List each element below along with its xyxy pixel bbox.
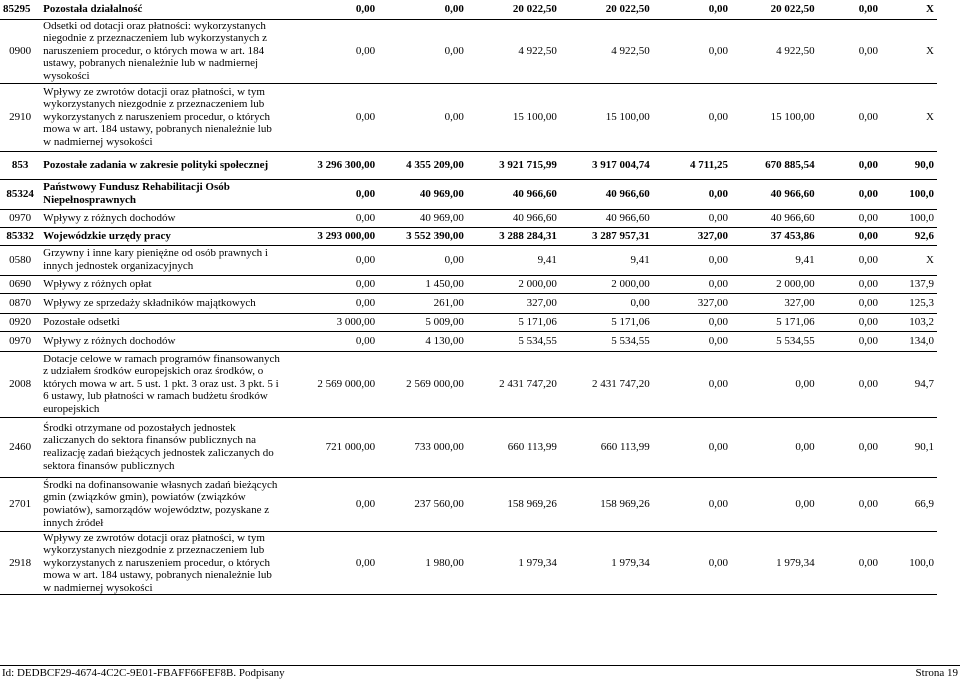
table-row <box>0 331 937 351</box>
classification-code: 85324 <box>0 179 40 209</box>
amount-cell: 237 560,00 <box>378 477 467 531</box>
amount-cell: 327,00 <box>731 293 818 313</box>
amount-cell: 4 922,50 <box>731 19 818 83</box>
table-row <box>0 245 937 275</box>
classification-code: 0920 <box>0 313 40 331</box>
table-row <box>0 209 937 227</box>
amount-cell: 327,00 <box>653 227 731 245</box>
amount-cell: 0,00 <box>731 417 818 477</box>
table-row <box>0 179 937 209</box>
classification-code: 0900 <box>0 19 40 83</box>
classification-code: 0970 <box>0 209 40 227</box>
amount-cell: 0,00 <box>653 417 731 477</box>
amount-cell: 137,9 <box>881 275 937 293</box>
amount-cell: 0,00 <box>653 313 731 331</box>
table-row <box>0 351 937 417</box>
amount-cell: 0,00 <box>378 245 467 275</box>
amount-cell: 0,00 <box>653 275 731 293</box>
classification-code: 0870 <box>0 293 40 313</box>
table-row <box>0 477 937 531</box>
amount-cell: 158 969,26 <box>560 477 653 531</box>
amount-cell: 0,00 <box>653 331 731 351</box>
row-description: Odsetki od dotacji oraz płatności: wykorzystanych niegodnie z przeznaczeniem lub wykorzystanych z naruszeniem procedur, o których mowa w art. 184 ustawy, pobranych nienależnie lub w nadmiernej wysokości <box>40 19 285 83</box>
amount-cell: 40 966,60 <box>731 179 818 209</box>
amount-cell: 94,7 <box>881 351 937 417</box>
amount-cell: 5 009,00 <box>378 313 467 331</box>
amount-cell: 0,00 <box>818 245 881 275</box>
amount-cell: 670 885,54 <box>731 151 818 179</box>
amount-cell: 40 966,60 <box>467 179 560 209</box>
row-description: Wpływy z różnych dochodów <box>40 209 285 227</box>
amount-cell: 100,0 <box>881 209 937 227</box>
amount-cell: 9,41 <box>731 245 818 275</box>
amount-cell: 4 922,50 <box>467 19 560 83</box>
amount-cell: 100,0 <box>881 531 937 595</box>
row-description: Pozostała działalność <box>40 0 285 19</box>
page-number: Strona 19 <box>915 667 958 679</box>
amount-cell: 1 980,00 <box>378 531 467 595</box>
amount-cell: X <box>881 0 937 19</box>
amount-cell: 9,41 <box>467 245 560 275</box>
amount-cell: 2 000,00 <box>560 275 653 293</box>
amount-cell: 0,00 <box>285 83 378 151</box>
amount-cell: 66,9 <box>881 477 937 531</box>
amount-cell: 125,3 <box>881 293 937 313</box>
amount-cell: 4 355 209,00 <box>378 151 467 179</box>
amount-cell: 40 969,00 <box>378 209 467 227</box>
amount-cell: 0,00 <box>818 227 881 245</box>
row-description: Wpływy ze sprzedaży składników majątkowych <box>40 293 285 313</box>
table-row <box>0 275 937 293</box>
amount-cell: 2 569 000,00 <box>285 351 378 417</box>
amount-cell: 15 100,00 <box>731 83 818 151</box>
amount-cell: 660 113,99 <box>560 417 653 477</box>
amount-cell: 5 171,06 <box>731 313 818 331</box>
amount-cell: 0,00 <box>818 151 881 179</box>
amount-cell: X <box>881 19 937 83</box>
amount-cell: 0,00 <box>818 293 881 313</box>
amount-cell: 0,00 <box>285 0 378 19</box>
table-row <box>0 227 937 245</box>
amount-cell: 0,00 <box>285 19 378 83</box>
amount-cell: 100,0 <box>881 179 937 209</box>
amount-cell: 3 293 000,00 <box>285 227 378 245</box>
amount-cell: 327,00 <box>653 293 731 313</box>
amount-cell: 0,00 <box>818 417 881 477</box>
amount-cell: 3 000,00 <box>285 313 378 331</box>
amount-cell: 0,00 <box>285 331 378 351</box>
amount-cell: 3 296 300,00 <box>285 151 378 179</box>
classification-code: 0970 <box>0 331 40 351</box>
amount-cell: 90,1 <box>881 417 937 477</box>
row-description: Wpływy z różnych opłat <box>40 275 285 293</box>
amount-cell: 0,00 <box>653 83 731 151</box>
amount-cell: 40 966,60 <box>467 209 560 227</box>
amount-cell: 0,00 <box>818 179 881 209</box>
classification-code: 2701 <box>0 477 40 531</box>
row-description: Państwowy Fundusz Rehabilitacji Osób Niepełnosprawnych <box>40 179 285 209</box>
amount-cell: 2 000,00 <box>731 275 818 293</box>
amount-cell: 0,00 <box>653 477 731 531</box>
amount-cell: X <box>881 83 937 151</box>
classification-code: 2910 <box>0 83 40 151</box>
row-description: Środki otrzymane od pozostałych jednostek zaliczanych do sektora finansów publicznych na realizację zadań bieżących jednostek zaliczanych do sektora finansów publicznych <box>40 417 285 477</box>
amount-cell: 660 113,99 <box>467 417 560 477</box>
amount-cell: 733 000,00 <box>378 417 467 477</box>
amount-cell: 92,6 <box>881 227 937 245</box>
amount-cell: 0,00 <box>378 19 467 83</box>
amount-cell: 20 022,50 <box>560 0 653 19</box>
amount-cell: 37 453,86 <box>731 227 818 245</box>
amount-cell: 0,00 <box>285 209 378 227</box>
table-row <box>0 0 937 19</box>
table-row <box>0 19 937 83</box>
amount-cell: 20 022,50 <box>467 0 560 19</box>
amount-cell: 0,00 <box>653 0 731 19</box>
amount-cell: 5 534,55 <box>560 331 653 351</box>
amount-cell: 134,0 <box>881 331 937 351</box>
amount-cell: 5 171,06 <box>467 313 560 331</box>
amount-cell: 0,00 <box>818 209 881 227</box>
row-description: Pozostałe odsetki <box>40 313 285 331</box>
classification-code: 0580 <box>0 245 40 275</box>
row-description: Środki na dofinansowanie własnych zadań bieżących gmin (związków gmin), powiatów (związków powiatów), samorządów województw, pozyskane z innych źródeł <box>40 477 285 531</box>
amount-cell: 3 921 715,99 <box>467 151 560 179</box>
row-description: Grzywny i inne kary pieniężne od osób prawnych i innych jednostek organizacyjnych <box>40 245 285 275</box>
amount-cell: 4 922,50 <box>560 19 653 83</box>
amount-cell: 0,00 <box>560 293 653 313</box>
amount-cell: 0,00 <box>818 275 881 293</box>
classification-code: 85295 <box>0 0 40 19</box>
table-row <box>0 151 937 179</box>
amount-cell: 5 534,55 <box>467 331 560 351</box>
amount-cell: 0,00 <box>285 245 378 275</box>
amount-cell: 721 000,00 <box>285 417 378 477</box>
classification-code: 2008 <box>0 351 40 417</box>
amount-cell: 1 979,34 <box>731 531 818 595</box>
amount-cell: 0,00 <box>285 179 378 209</box>
amount-cell: 3 287 957,31 <box>560 227 653 245</box>
amount-cell: 4 711,25 <box>653 151 731 179</box>
amount-cell: 0,00 <box>818 331 881 351</box>
amount-cell: 0,00 <box>818 19 881 83</box>
amount-cell: 20 022,50 <box>731 0 818 19</box>
row-description: Wpływy ze zwrotów dotacji oraz płatności, w tym wykorzystanych niezgodnie z przeznaczeniem lub wykorzystanych z naruszeniem procedur, o których mowa w art. 184 ustawy, pobranych nienależnie lub w nadmiernej wysokości <box>40 531 285 595</box>
amount-cell: 0,00 <box>653 245 731 275</box>
amount-cell: 158 969,26 <box>467 477 560 531</box>
amount-cell: 40 966,60 <box>731 209 818 227</box>
amount-cell: 0,00 <box>818 313 881 331</box>
amount-cell: 0,00 <box>653 351 731 417</box>
amount-cell: 0,00 <box>818 83 881 151</box>
row-description: Dotacje celowe w ramach programów finansowanych z udziałem środków europejskich oraz środków, o których mowa w art. 5 ust. 1 pkt. 3 oraz ust. 3 pkt. 5 i 6 ustawy, lub płatności w ramach budżetu środków europejskich <box>40 351 285 417</box>
amount-cell: 103,2 <box>881 313 937 331</box>
amount-cell: 2 431 747,20 <box>560 351 653 417</box>
table-row <box>0 417 937 477</box>
amount-cell: 3 917 004,74 <box>560 151 653 179</box>
row-description: Wpływy z różnych dochodów <box>40 331 285 351</box>
amount-cell: 0,00 <box>285 531 378 595</box>
amount-cell: 40 969,00 <box>378 179 467 209</box>
amount-cell: 0,00 <box>653 531 731 595</box>
amount-cell: 5 171,06 <box>560 313 653 331</box>
classification-code: 85332 <box>0 227 40 245</box>
amount-cell: 1 979,34 <box>560 531 653 595</box>
amount-cell: 2 569 000,00 <box>378 351 467 417</box>
amount-cell: 9,41 <box>560 245 653 275</box>
row-description: Wojewódzkie urzędy pracy <box>40 227 285 245</box>
amount-cell: 40 966,60 <box>560 179 653 209</box>
amount-cell: 2 000,00 <box>467 275 560 293</box>
amount-cell: 261,00 <box>378 293 467 313</box>
amount-cell: 4 130,00 <box>378 331 467 351</box>
amount-cell: 0,00 <box>818 477 881 531</box>
amount-cell: 3 288 284,31 <box>467 227 560 245</box>
amount-cell: 0,00 <box>285 275 378 293</box>
amount-cell: 0,00 <box>285 293 378 313</box>
amount-cell: 15 100,00 <box>560 83 653 151</box>
classification-code: 0690 <box>0 275 40 293</box>
row-description: Wpływy ze zwrotów dotacji oraz płatności, w tym wykorzystanych niezgodnie z przeznaczeniem lub wykorzystanych z naruszeniem procedur, o których mowa w art. 184 ustawy, pobranych nienależnie lub w nadmiernej wysokości <box>40 83 285 151</box>
amount-cell: 327,00 <box>467 293 560 313</box>
table-row <box>0 313 937 331</box>
classification-code: 853 <box>0 151 40 179</box>
amount-cell: 1 979,34 <box>467 531 560 595</box>
amount-cell: 0,00 <box>653 179 731 209</box>
page-footer <box>0 665 960 681</box>
amount-cell: 0,00 <box>731 477 818 531</box>
amount-cell: 1 450,00 <box>378 275 467 293</box>
classification-code: 2460 <box>0 417 40 477</box>
amount-cell: 0,00 <box>653 19 731 83</box>
amount-cell: 5 534,55 <box>731 331 818 351</box>
amount-cell: 0,00 <box>818 531 881 595</box>
amount-cell: 0,00 <box>378 83 467 151</box>
amount-cell: X <box>881 245 937 275</box>
amount-cell: 0,00 <box>818 351 881 417</box>
amount-cell: 2 431 747,20 <box>467 351 560 417</box>
table-row <box>0 293 937 313</box>
amount-cell: 90,0 <box>881 151 937 179</box>
table-row <box>0 531 937 595</box>
classification-code: 2918 <box>0 531 40 595</box>
amount-cell: 40 966,60 <box>560 209 653 227</box>
amount-cell: 0,00 <box>378 0 467 19</box>
document-id: Id: DEDBCF29-4674-4C2C-9E01-FBAFF66FEF8B. Podpisany <box>2 667 285 679</box>
amount-cell: 3 552 390,00 <box>378 227 467 245</box>
amount-cell: 0,00 <box>818 0 881 19</box>
amount-cell: 15 100,00 <box>467 83 560 151</box>
amount-cell: 0,00 <box>653 209 731 227</box>
amount-cell: 0,00 <box>285 477 378 531</box>
amount-cell: 0,00 <box>731 351 818 417</box>
table-row <box>0 83 937 151</box>
row-description: Pozostałe zadania w zakresie polityki społecznej <box>40 151 285 179</box>
